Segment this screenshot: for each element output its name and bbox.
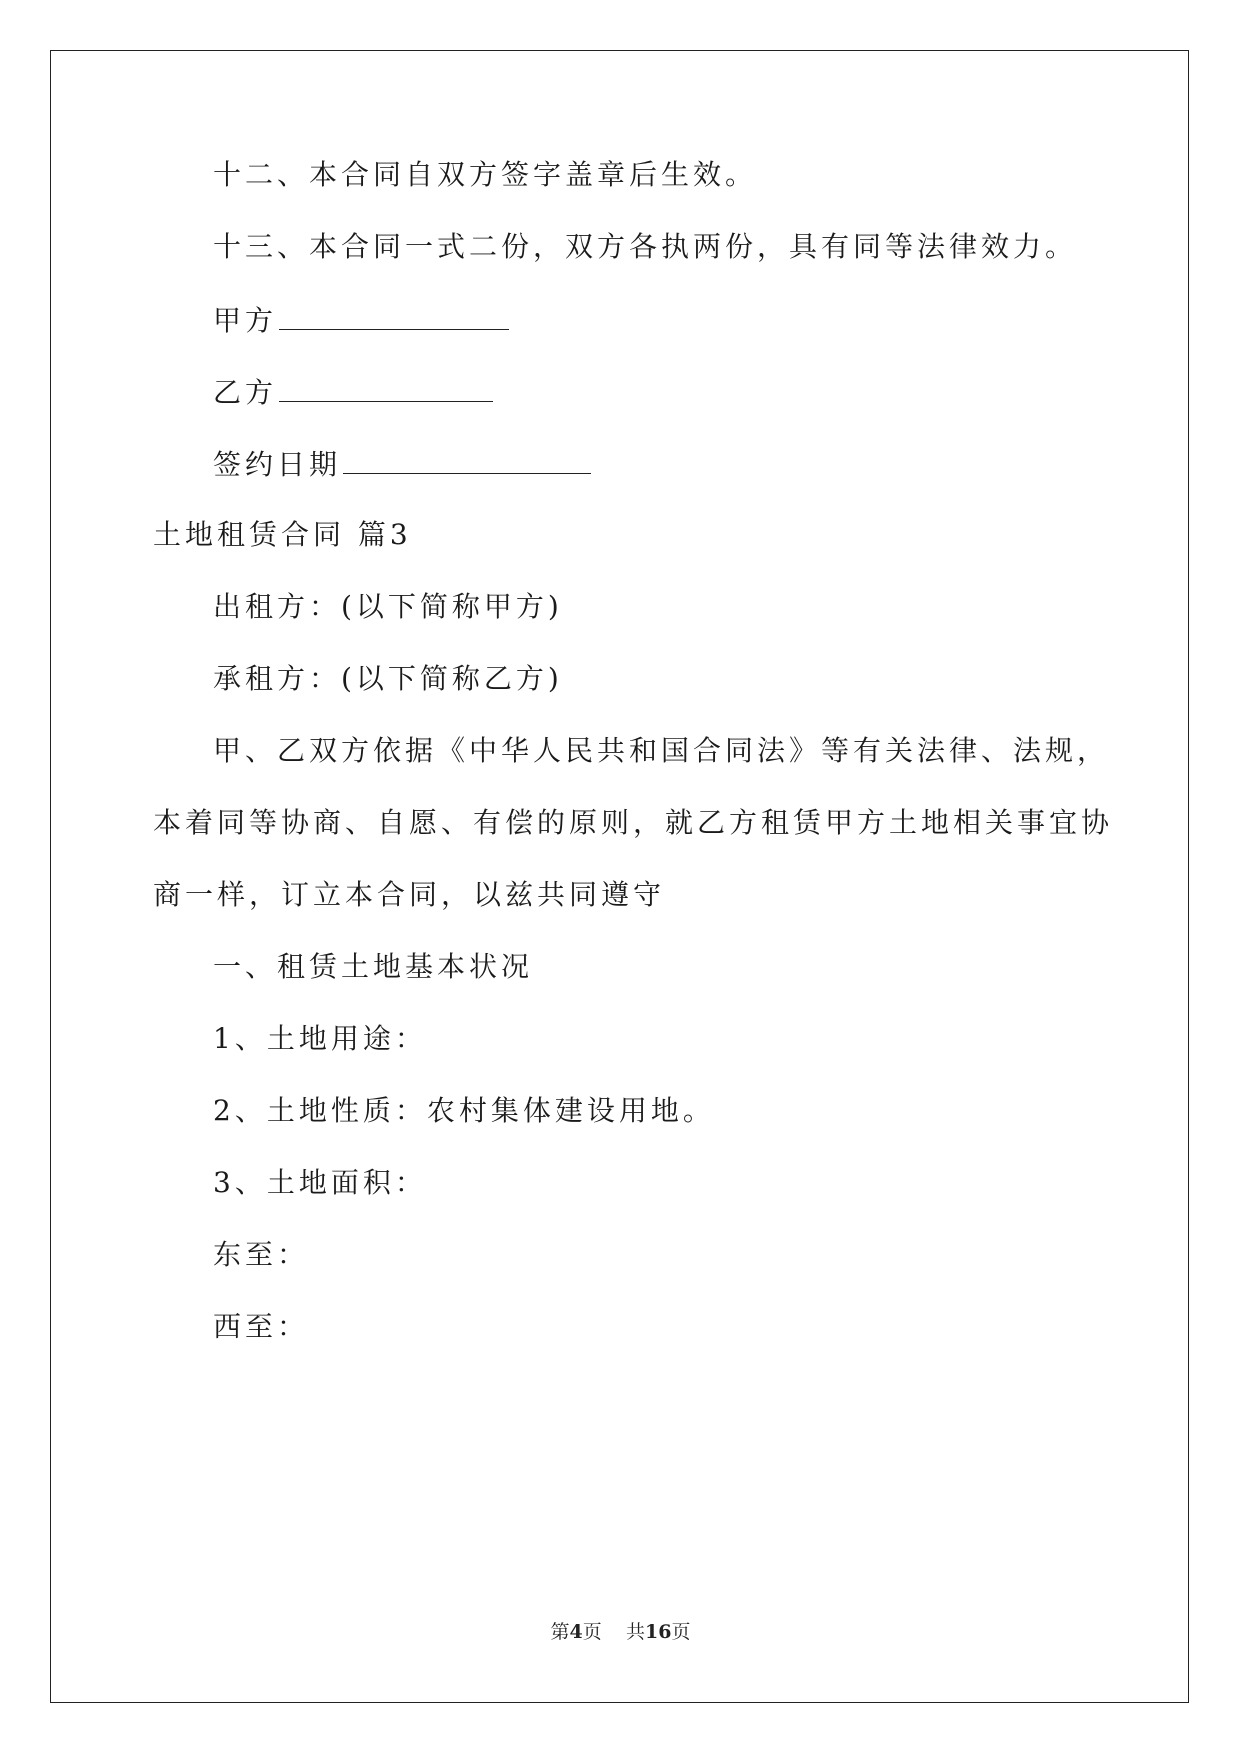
lessee-line: 承租方：(以下简称乙方)	[213, 662, 563, 695]
west-boundary-item: 西至：	[213, 1310, 310, 1343]
party-a-label: 甲方	[213, 304, 278, 337]
preamble-line-1: 甲、乙双方依据《中华人民共和国合同法》等有关法律、法规，	[213, 734, 1110, 767]
party-a-signature-line	[213, 299, 509, 341]
land-nature-item: 2、土地性质：农村集体建设用地。	[213, 1094, 715, 1127]
footer-prefix: 第	[550, 1621, 570, 1643]
clause-12: 十二、本合同自双方签字盖章后生效。	[213, 158, 758, 191]
page-number-footer	[0, 1620, 1241, 1644]
party-b-signature-line	[213, 371, 493, 413]
lessor-line: 出租方：(以下简称甲方)	[213, 590, 563, 623]
east-boundary-item: 东至：	[213, 1238, 310, 1271]
footer-total-prefix: 共	[625, 1621, 645, 1643]
sign-date-label: 签约日期	[213, 448, 342, 481]
sign-date-blank	[343, 443, 591, 474]
preamble-line-3: 商一样，订立本合同，以兹共同遵守	[153, 878, 666, 911]
land-use-item: 1、土地用途：	[213, 1022, 427, 1055]
party-b-label: 乙方	[213, 376, 278, 409]
land-area-item: 3、土地面积：	[213, 1166, 427, 1199]
preamble-line-2: 本着同等协商、自愿、有偿的原则，就乙方租赁甲方土地相关事宜协	[153, 806, 1114, 839]
section-heading: 土地租赁合同 篇3	[153, 518, 412, 551]
article-1-heading: 一、租赁土地基本状况	[213, 950, 534, 983]
footer-total-unit: 页	[671, 1621, 691, 1643]
footer-page-number: 4	[569, 1621, 583, 1643]
party-b-blank	[279, 371, 493, 402]
footer-page-unit: 页	[582, 1621, 602, 1643]
clause-13: 十三、本合同一式二份，双方各执两份，具有同等法律效力。	[213, 230, 1078, 263]
sign-date-line	[213, 443, 591, 485]
party-a-blank	[279, 299, 509, 330]
footer-total-pages: 16	[644, 1621, 672, 1643]
